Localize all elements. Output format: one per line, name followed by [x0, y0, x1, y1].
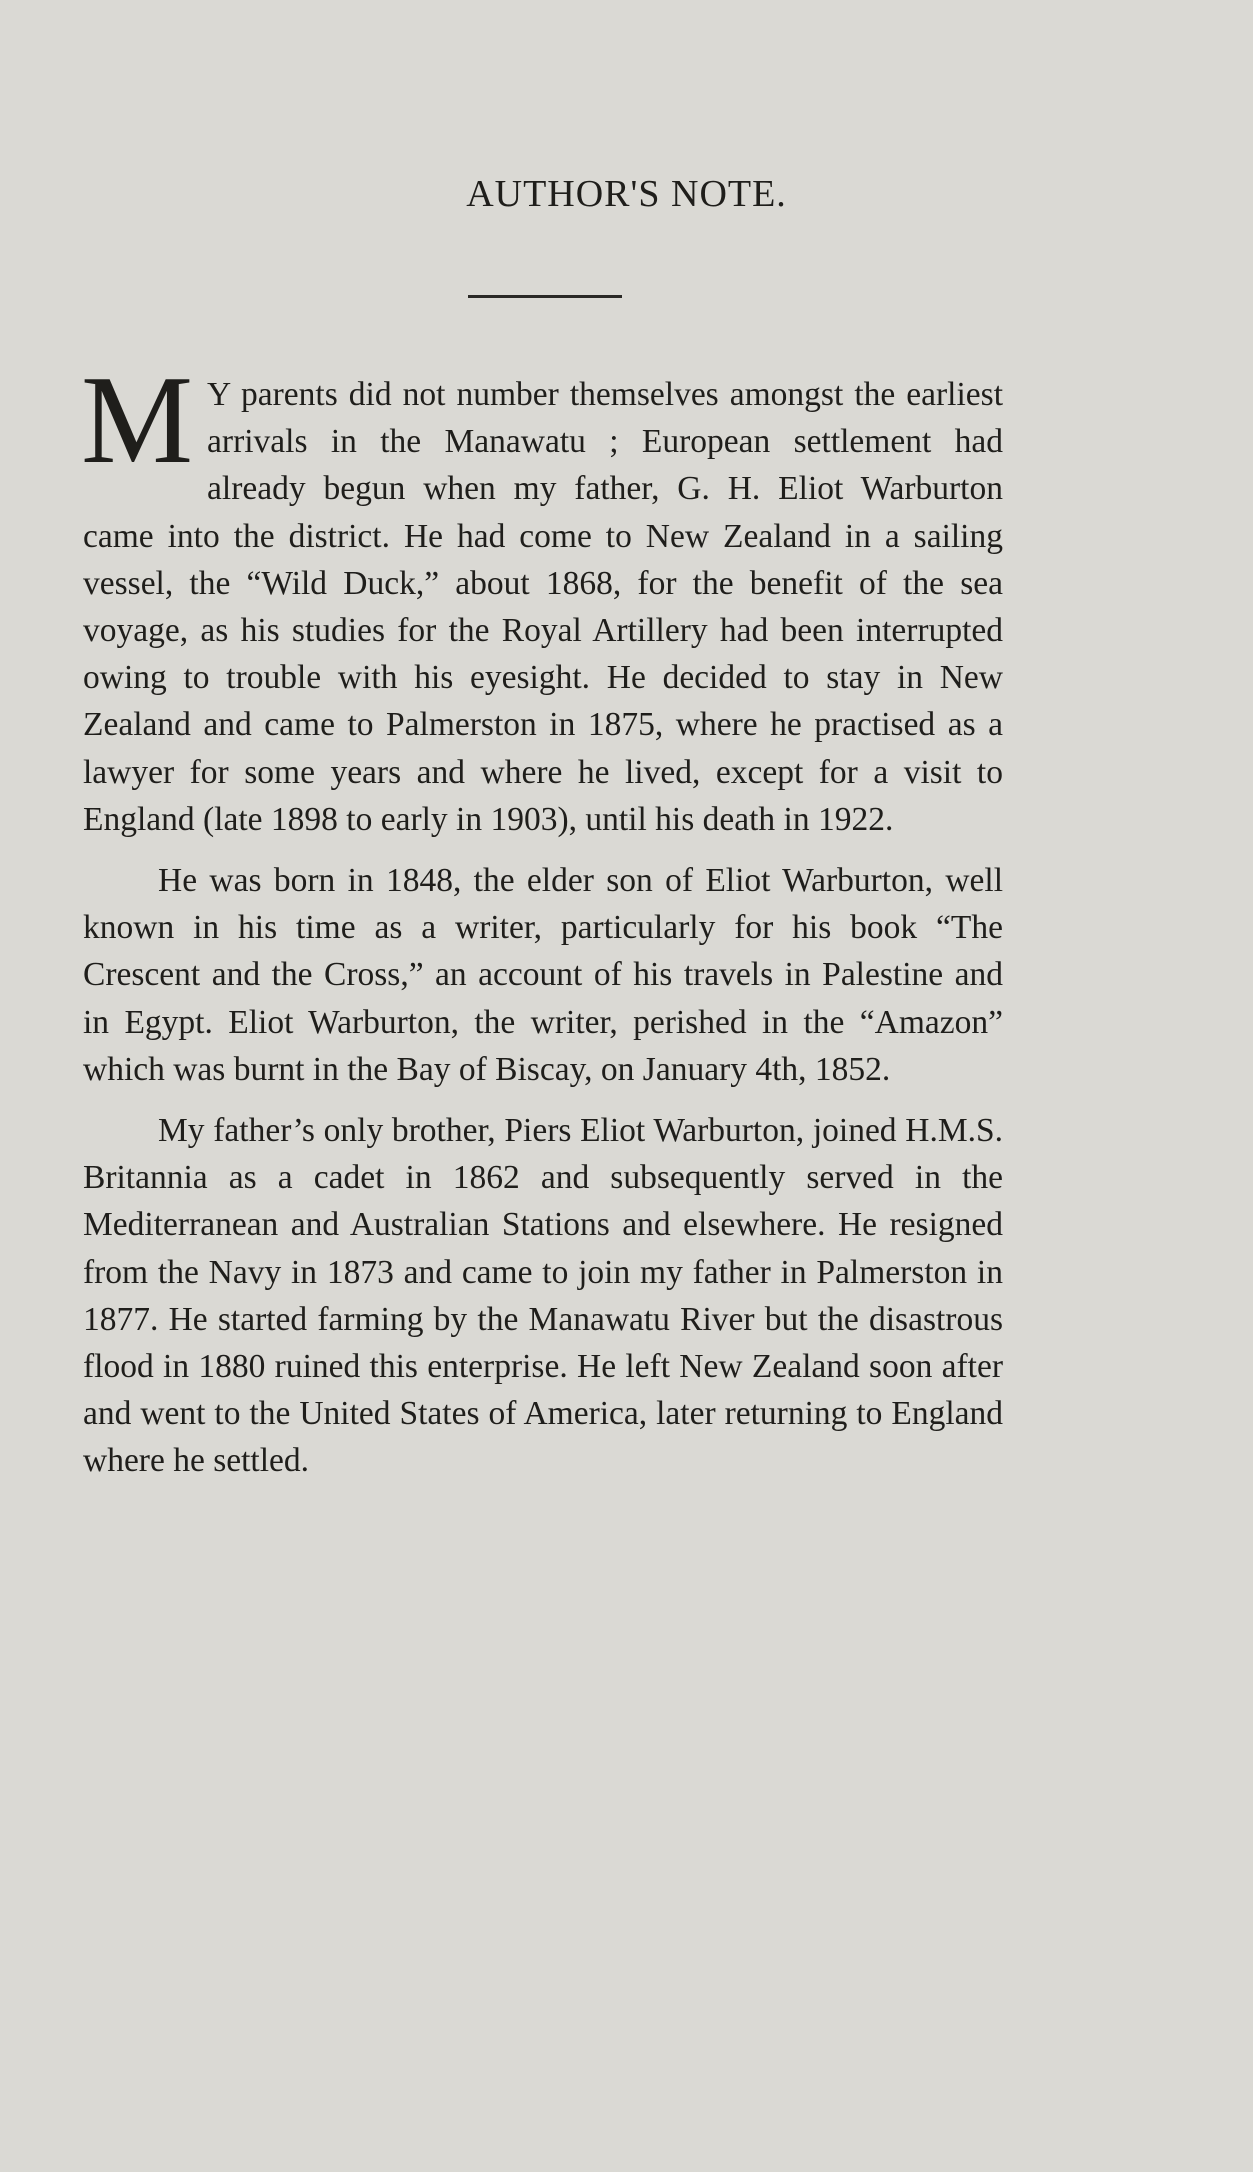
drop-cap: M	[81, 351, 194, 490]
paragraph-1-text: Y parents did not number themselves amongst the earliest arrivals in the Manawatu ; European settlement had already begun when my father, G. H. Eliot Warburton came into the district. He had come to New Zealand in a sailing vessel, the “Wild Duck,” about 1868, for the benefit of the sea voyage, as his studies for the Royal Artillery had been interrupted owing to trouble with his eyesight. He decided to stay in New Zealand and came to Palmerston in 1875, where he practised as a lawyer for some years and where he lived, except for a visit to England (late 1898 to early in 1903), until his death in 1922.	[83, 376, 1003, 838]
body-text	[81, 351, 1003, 1485]
page-title: AUTHOR'S NOTE.	[466, 173, 787, 215]
paragraph-1	[81, 351, 1003, 843]
title-divider	[468, 295, 622, 298]
paragraph-2: He was born in 1848, the elder son of Eliot Warburton, well known in his time as a writer, particularly for his book “The Crescent and the Cross,” an account of his travels in Palestine and in Egypt. Eliot Warburton, the writer, perished in the “Amazon” which was burnt in the Bay of Biscay, on January 4th, 1852.	[83, 862, 1003, 1088]
paragraph-3: My father’s only brother, Piers Eliot Warburton, joined H.M.S. Britannia as a cadet in 1862 and subsequently served in the Mediterranean and Australian Stations and elsewhere. He resigned from the Navy in 1873 and came to join my father in Palmerston in 1877. He started farming by the Manawatu River but the disastrous flood in 1880 ruined this enterprise. He left New Zealand soon after and went to the United States of America, later returning to England where he settled.	[83, 1112, 1003, 1480]
